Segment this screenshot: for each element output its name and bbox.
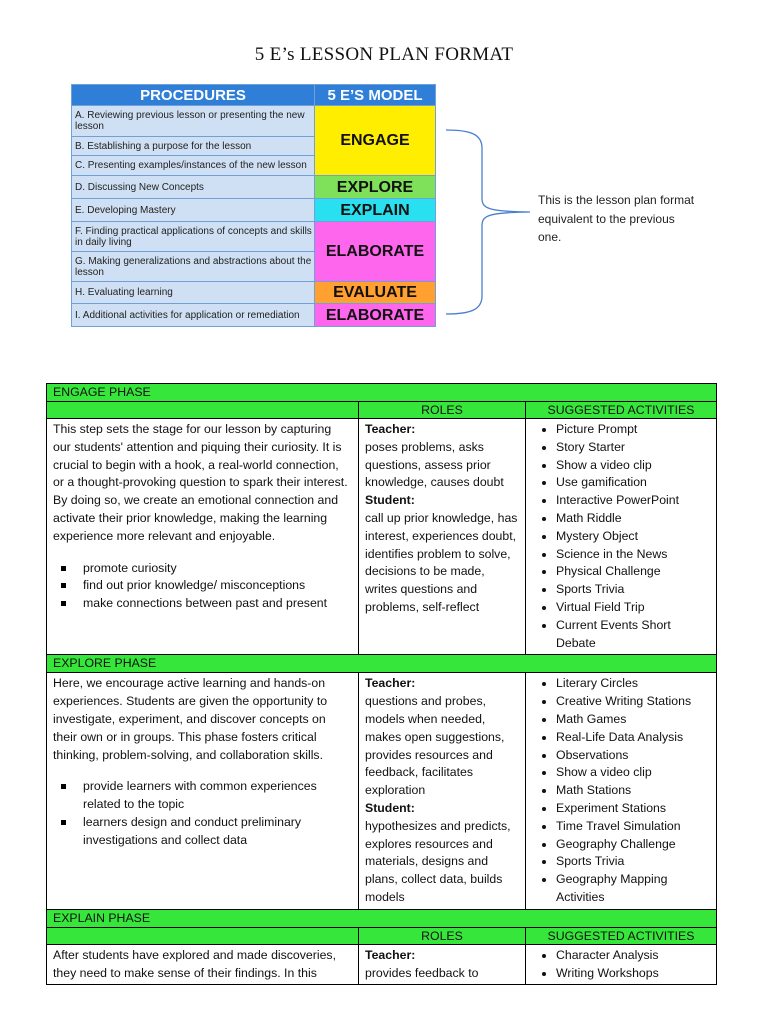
teacher-label: Teacher: <box>365 422 416 436</box>
teacher-label: Teacher: <box>365 676 416 691</box>
procedure-a: A. Reviewing previous lesson or presenting the new lesson <box>72 106 315 137</box>
list-item: • Real-Life Data Analysis <box>556 729 710 747</box>
list-item: promote curiosity <box>83 560 352 578</box>
explain-phase-label: EXPLAIN PHASE <box>47 909 717 927</box>
list-item: • Character Analysis <box>556 947 710 965</box>
roles-header: ROLES <box>359 927 526 944</box>
model-engage: ENGAGE <box>315 106 436 176</box>
list-item: • Mystery Object <box>556 528 710 546</box>
list-item: • Literary Circles <box>556 675 710 693</box>
engage-goals <box>53 560 352 613</box>
format-note: This is the lesson plan format equivalent to the previous one. <box>538 193 695 244</box>
list-item: • Interactive PowerPoint <box>556 492 710 510</box>
activities-header: SUGGESTED ACTIVITIES <box>526 402 717 419</box>
explore-student-role: hypothesizes and predicts, explores resources and materials, designs and plans, collect data, builds models <box>365 818 511 904</box>
phases-table <box>46 383 716 985</box>
student-label: Student: <box>365 800 415 815</box>
list-item: • Science in the News <box>556 546 710 564</box>
explain-activities-cell <box>526 944 717 985</box>
procedure-c: C. Presenting examples/instances of the new lesson <box>72 156 315 176</box>
list-item: • Virtual Field Trip <box>556 599 710 617</box>
procedure-g: G. Making generalizations and abstractions about the lesson <box>72 252 315 282</box>
explore-roles-cell <box>359 673 526 909</box>
model-header: 5 E’S MODEL <box>315 85 436 106</box>
teacher-label: Teacher: <box>365 947 416 962</box>
procedure-d: D. Discussing New Concepts <box>72 176 315 199</box>
explore-teacher-role: questions and probes, models when needed, makes open suggestions, provides resources and feedback, facilitates exploration <box>365 694 505 798</box>
model-explain: EXPLAIN <box>315 199 436 222</box>
list-item: find out prior knowledge/ misconceptions <box>83 577 352 595</box>
engage-teacher-role: poses problems, asks questions, assess prior knowledge, causes doubt <box>365 439 504 490</box>
list-item: • Experiment Stations <box>556 800 710 818</box>
explain-description: After students have explored and made discoveries, they need to make sense of their findings. In this <box>53 947 336 980</box>
model-elaborate-2: ELABORATE <box>315 304 436 327</box>
page-title: 5 E’s LESSON PLAN FORMAT <box>254 44 514 65</box>
list-item: • Show a video clip <box>556 764 710 782</box>
list-item: • Math Stations <box>556 782 710 800</box>
explain-roles-cell <box>359 944 526 985</box>
procedures-table <box>71 84 435 325</box>
list-item: • Geography Mapping Activities <box>556 871 710 907</box>
list-item: • Writing Workshops <box>556 965 710 983</box>
explore-activities-cell <box>526 673 717 909</box>
procedures-header: PROCEDURES <box>72 85 315 106</box>
engage-phase-label: ENGAGE PHASE <box>47 384 717 402</box>
explore-description: Here, we encourage active learning and hands-on experiences. Students are given the opportunity to investigate, experiment, and discover concepts on their own or in groups. This phase fosters critical thinking, problem-solving, and collaboration skills. <box>53 676 328 762</box>
list-item: • Observations <box>556 747 710 765</box>
engage-activities <box>532 421 710 652</box>
procedure-h: H. Evaluating learning <box>72 282 315 304</box>
engage-description-cell <box>47 419 359 655</box>
list-item: • Use gamification <box>556 474 710 492</box>
list-item: make connections between past and present <box>83 595 352 613</box>
explore-activities <box>532 675 710 906</box>
procedure-e: E. Developing Mastery <box>72 199 315 222</box>
roles-header: ROLES <box>359 402 526 419</box>
list-item: • Current Events Short Debate <box>556 617 710 653</box>
model-evaluate: EVALUATE <box>315 282 436 304</box>
list-item: • Show a video clip <box>556 457 710 475</box>
explain-description-cell <box>47 944 359 985</box>
list-item: • Time Travel Simulation <box>556 818 710 836</box>
explore-description-cell <box>47 673 359 909</box>
explore-goals <box>53 778 352 849</box>
list-item: • Sports Trivia <box>556 853 710 871</box>
explain-activities <box>532 947 710 983</box>
explore-phase-label: EXPLORE PHASE <box>47 655 717 673</box>
list-item: • Math Games <box>556 711 710 729</box>
list-item: • Creative Writing Stations <box>556 693 710 711</box>
explain-teacher-role: provides feedback to <box>365 965 479 980</box>
curly-brace <box>440 128 530 320</box>
list-item: • Physical Challenge <box>556 563 710 581</box>
engage-student-role: call up prior knowledge, has interest, experiences doubt, identifies problem to solve, decisions to be made, writes questions and problems, self-reflect <box>365 510 518 614</box>
list-item: • Picture Prompt <box>556 421 710 439</box>
procedure-i: I. Additional activities for application or remediation <box>72 304 315 327</box>
list-item: provide learners with common experiences related to the topic <box>83 778 352 814</box>
activities-header: SUGGESTED ACTIVITIES <box>526 927 717 944</box>
model-explore: EXPLORE <box>315 176 436 199</box>
engage-activities-cell <box>526 419 717 655</box>
list-item: • Story Starter <box>556 439 710 457</box>
procedure-b: B. Establishing a purpose for the lesson <box>72 137 315 156</box>
procedure-f: F. Finding practical applications of concepts and skills in daily living <box>72 222 315 252</box>
engage-description: This step sets the stage for our lesson by capturing our students' attention and piquing their curiosity. It is crucial to begin with a hook, a real-world connection, or a thought-provoking question to spark their interest. By doing so, we create an emotional connection and activate their prior knowledge, making the learning experience more relevant and enjoyable. <box>53 422 348 543</box>
student-label: Student: <box>365 493 415 508</box>
list-item: • Math Riddle <box>556 510 710 528</box>
list-item: • Geography Challenge <box>556 836 710 854</box>
model-elaborate: ELABORATE <box>315 222 436 282</box>
list-item: learners design and conduct preliminary investigations and collect data <box>83 814 352 850</box>
list-item: • Sports Trivia <box>556 581 710 599</box>
engage-roles-cell <box>359 419 526 655</box>
